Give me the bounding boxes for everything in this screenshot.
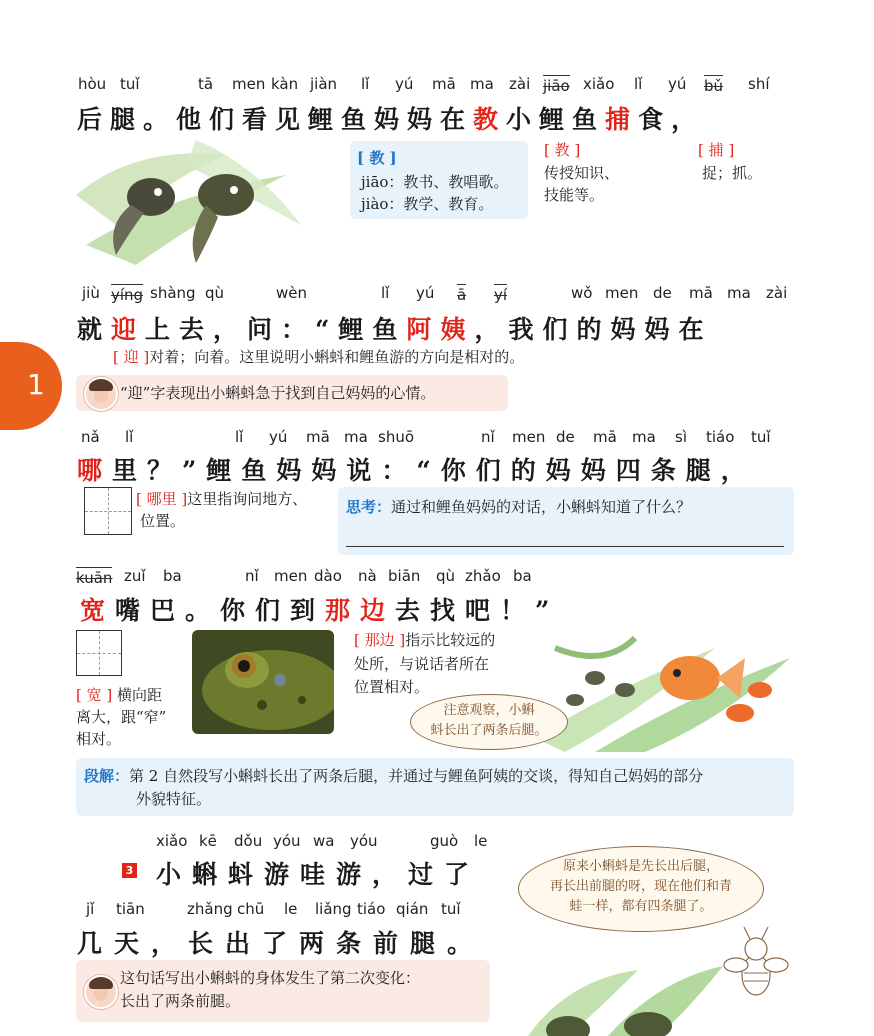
pinyin-row-3: nǎ lǐ lǐ yú mā ma shuō nǐ men de mā ma sì tiáo tuǐ — [81, 428, 771, 446]
pinyin-row-6: jǐ tiān zhǎng chū le liǎng tiáo qián tuǐ — [86, 900, 461, 918]
polyphone-tag-jiao: [ 教 ] — [357, 149, 397, 167]
note-nabian-tag: [ 那边 ]指示比较远的 — [354, 631, 496, 649]
page-tab-number: 1 — [27, 368, 45, 401]
pinyin-row-4: kuān zuǐ ba nǐ men dào nà biān qù zhǎo ba — [76, 567, 532, 587]
fish-tadpole-illustration — [535, 628, 795, 752]
text-line-4: 宽嘴巴。你们到那边去找吧！” — [80, 596, 560, 625]
text-line-3: 哪里？”鲤鱼妈妈说：“你们的妈妈四条腿， — [77, 456, 756, 485]
speech-bubble-2: 原来小蝌蚪是先长出后腿， 再长出前腿的呀，现在他们和青 蛙一样，都有四条腿了。 — [518, 846, 764, 932]
note-kuan: [ 宽 ] 横向距 — [76, 686, 163, 704]
writing-grid-1 — [84, 487, 132, 535]
polyphone-line-1: jiāo：教书、教唱歌。 — [361, 173, 509, 191]
text-line-2: 就迎上去，问：“鲤鱼阿姨，我们的妈妈在 — [77, 315, 713, 344]
pinyin-row-1: hòu tuǐ tā men kàn jiàn lǐ yú mā ma zài jiāo xiǎo lǐ yú bǔ shí — [78, 75, 770, 95]
note-nali-line-2: 位置。 — [140, 512, 186, 530]
note-nabian-line-2: 处所，与说话者所在 — [354, 655, 490, 673]
text-line-1: 后腿。他们看见鲤鱼妈妈在教小鲤鱼捕食， — [77, 105, 705, 134]
note-nali-tag: [ 哪里 ]这里指询问地方、 — [136, 490, 308, 508]
note-jiao-tag: [ 教 ] — [544, 141, 581, 159]
note-jiao-line-2: 技能等。 — [544, 186, 605, 204]
writing-grid-2 — [76, 630, 122, 676]
frog-photo — [192, 630, 334, 734]
note-kuan-line-3: 相对。 — [76, 730, 122, 748]
paragraph-summary-line-2: 外貌特征。 — [136, 790, 212, 808]
tip-text-1: “迎”字表现出小蝌蚪急于找到自己妈妈的心情。 — [120, 384, 436, 402]
speech-bubble-1: 注意观察，小蝌 蚪长出了两条后腿。 — [410, 694, 568, 750]
note-jiao-line-1: 传授知识、 — [544, 164, 620, 182]
note-kuan-line-2: 离大，跟“窄” — [76, 708, 167, 726]
think-text: 思考：通过和鲤鱼妈妈的对话，小蝌蚪知道了什么？ — [346, 498, 692, 516]
note-bu-line-1: 捉；抓。 — [702, 164, 763, 182]
note-bu-tag: [ 捕 ] — [698, 141, 735, 159]
tadpole-illustration — [76, 135, 306, 270]
frog-leaf-illustration — [528, 960, 728, 1036]
tip-text-2-line-2: 长出了两条前腿。 — [120, 992, 241, 1010]
paragraph-summary-line-1: 段解：第 2 自然段写小蝌蚪长出了两条后腿，并通过与鲤鱼阿姨的交谈，得知自己妈妈的部分 — [84, 767, 704, 785]
teacher-avatar-icon — [84, 377, 118, 411]
answer-line — [346, 546, 784, 547]
polyphone-line-2: jiào：教学、教育。 — [361, 195, 494, 213]
tip-text-2-line-1: 这句话写出小蝌蚪的身体发生了第二次变化： — [120, 969, 421, 987]
note-ying: [ 迎 ]对着；向着。这里说明小蝌蚪和鲤鱼游的方向是相对的。 — [113, 348, 525, 366]
pinyin-row-5: xiǎo kē dǒu yóu wa yóu guò le — [156, 832, 488, 850]
text-line-6: 几天，长出了两条前腿。 — [77, 929, 485, 958]
pinyin-row-2: jiù yíng shàng qù wèn lǐ yú ā yí wǒ men de mā ma zài — [82, 284, 788, 304]
text-line-5: 小蝌蚪游哇游，过了 — [156, 860, 481, 889]
paragraph-number: 3 — [122, 863, 137, 878]
note-nabian-line-3: 位置相对。 — [354, 678, 430, 696]
bee-illustration — [718, 925, 794, 1005]
teacher-avatar-icon-2 — [84, 975, 118, 1009]
